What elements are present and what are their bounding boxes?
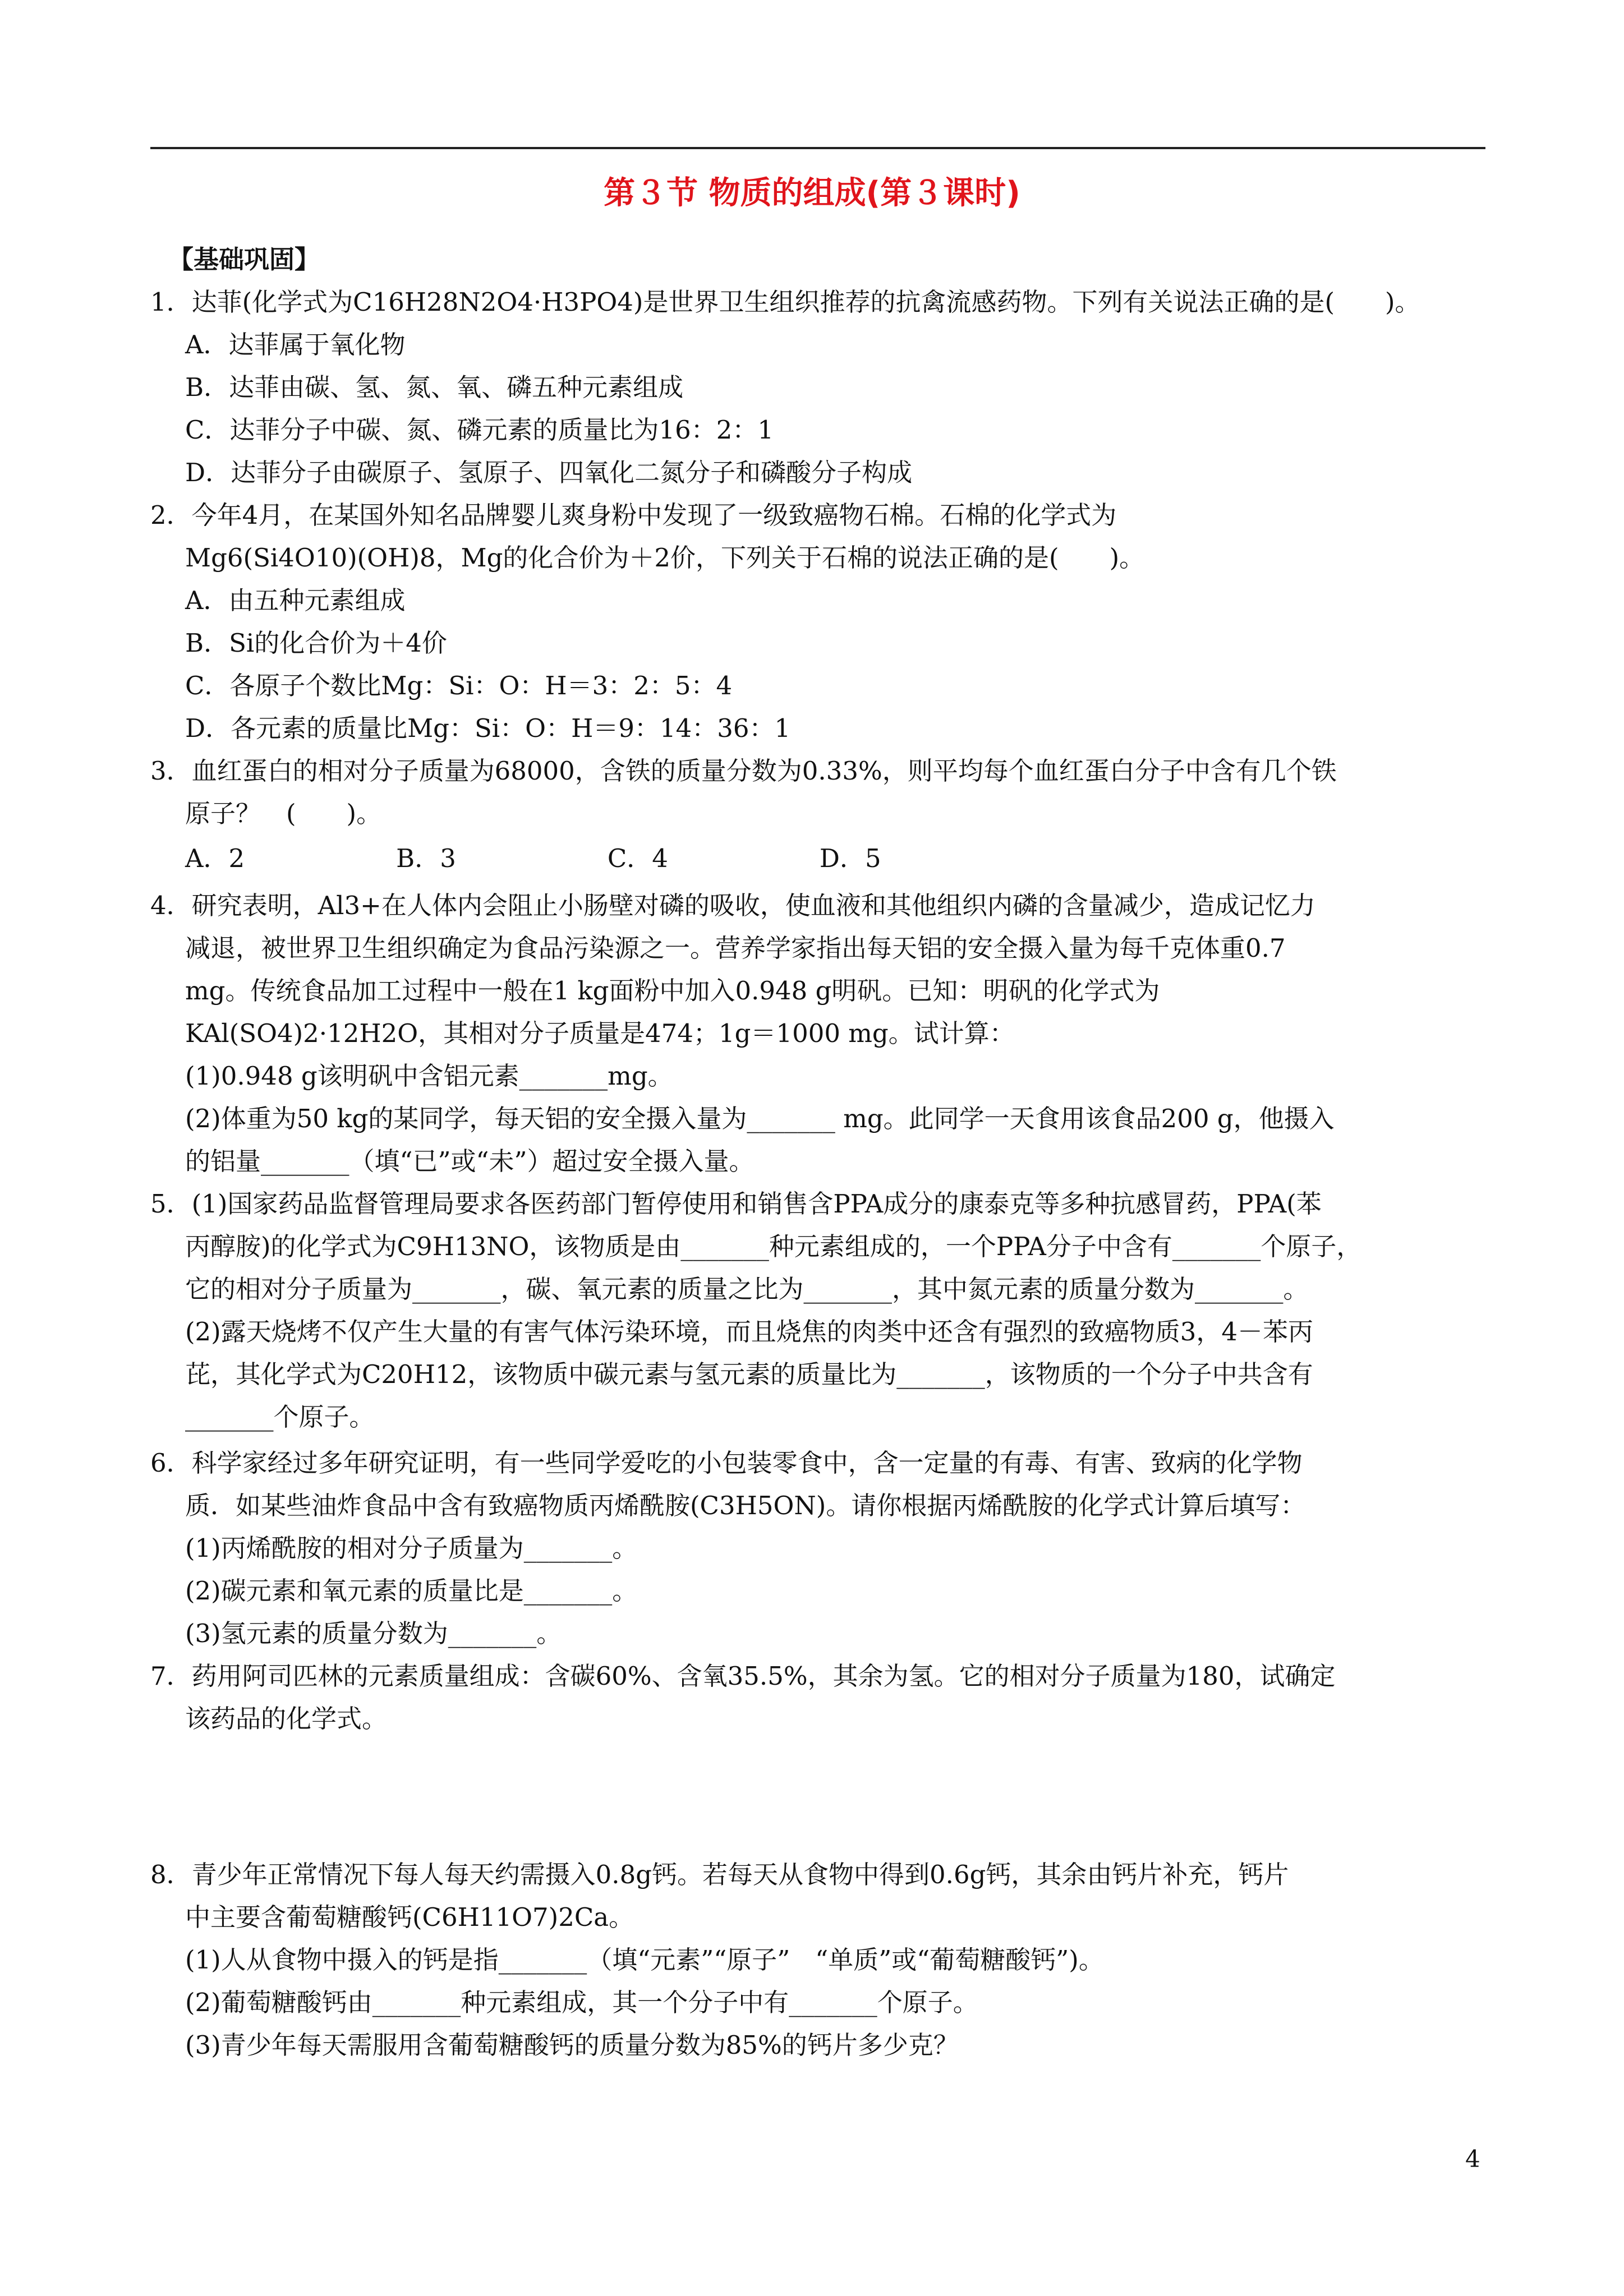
q6-part-3: (3)氢元素的质量分数为_______。 (185, 1619, 562, 1648)
q8-part-3: (3)青少年每天需服用含葡萄糖酸钙的质量分数为85%的钙片多少克？ (185, 2030, 959, 2060)
question-6-text: 6．科学家经过多年研究证明，有一些同学爱吃的小包装零食中，含一定量的有毒、有害、致病的化学物 (150, 1448, 1303, 1478)
q6-part-2: (2)碳元素和氧元素的质量比是_______。 (185, 1576, 638, 1606)
page-number: 4 (1465, 2145, 1480, 2173)
question-2-text: 2．今年4月，在某国外知名品牌婴儿爽身粉中发现了一级致癌物石棉。石棉的化学式为 (150, 500, 1117, 530)
q3-options: A．2 B．3 C．4 D．5 (185, 843, 881, 873)
q2-option-d: D．各元素的质量比Mg：Si：O：H＝9：14：36：1 (185, 713, 791, 743)
question-4-text-cont-2: mg。传统食品加工过程中一般在1 kg面粉中加入0.948 g明矾。已知：明矾的化学式为 (185, 976, 1160, 1006)
question-5-text-cont-1: 丙醇胺)的化学式为C9H13NO，该物质是由_______种元素组成的，一个PPA分子中含有_______个原子， (185, 1232, 1362, 1261)
question-3-text: 3．血红蛋白的相对分子质量为68000，含铁的质量分数为0.33%，则平均每个血红蛋白分子中含有几个铁 (150, 756, 1337, 786)
q2-option-a: A．由五种元素组成 (185, 585, 406, 615)
q1-option-c: C．达菲分子中碳、氮、磷元素的质量比为16：2：1 (185, 415, 774, 445)
question-4-text-cont-3: KAl(SO4)2·12H2O，其相对分子质量是474；1g＝1000 mg。试计算： (185, 1018, 1015, 1048)
page-title: 第３节 物质的组成(第３课时) (604, 175, 1020, 211)
q4-part-1: (1)0.948 g该明矾中含铝元素_______mg。 (185, 1061, 673, 1091)
question-2-text-cont: Mg6(Si4O10)(OH)8，Mg的化合价为＋2价，下列关于石棉的说法正确的是( )。 (185, 543, 1145, 573)
question-6-text-cont: 质．如某些油炸食品中含有致癌物质丙烯酰胺(C3H5ON)。请你根据丙烯酰胺的化学式计算后填写： (185, 1491, 1306, 1520)
question-7-text: 7．药用阿司匹林的元素质量组成：含碳60%、含氧35.5%，其余为氢。它的相对分子质量为180，试确定 (150, 1661, 1336, 1691)
q6-part-1: (1)丙烯酰胺的相对分子质量为_______。 (185, 1533, 638, 1563)
q5-part-2-cont-2: _______个原子。 (185, 1402, 375, 1432)
q2-option-b: B．Si的化合价为＋4价 (185, 628, 447, 658)
q8-part-1: (1)人从食物中摄入的钙是指_______（填“元素”“原子” “单质”或“葡萄糖酸钙”)。 (185, 1945, 1104, 1975)
question-3-text-cont: 原子？ ( )。 (185, 799, 382, 828)
question-4-text-cont-1: 减退，被世界卫生组织确定为食品污染源之一。营养学家指出每天铝的安全摄入量为每千克体重0.7 (185, 933, 1286, 963)
q4-part-2: (2)体重为50 kg的某同学，每天铝的安全摄入量为_______ mg。此同学一天食用该食品200 g，他摄入 (185, 1104, 1335, 1133)
question-5-text: 5．(1)国家药品监督管理局要求各医药部门暂停使用和销售含PPA成分的康泰克等多种抗感冒药，PPA(苯 (150, 1189, 1322, 1219)
q4-part-2-cont: 的铝量_______（填“已”或“未”）超过安全摄入量。 (185, 1146, 755, 1176)
q1-option-a: A．达菲属于氧化物 (185, 330, 406, 359)
question-8-text-cont: 中主要含葡萄糖酸钙(C6H11O7)2Ca。 (185, 1902, 634, 1932)
q8-part-2: (2)葡萄糖酸钙由_______种元素组成，其一个分子中有_______个原子。 (185, 1988, 978, 2017)
q2-option-c: C．各原子个数比Mg：Si：O：H＝3：2：5：4 (185, 671, 733, 700)
question-7-text-cont: 该药品的化学式。 (185, 1704, 388, 1733)
question-4-text: 4．研究表明，Al3+在人体内会阻止小肠壁对磷的吸收，使血液和其他组织内磷的含量减少，造成记忆力 (150, 891, 1315, 920)
q1-option-d: D．达菲分子由碳原子、氢原子、四氧化二氮分子和磷酸分子构成 (185, 458, 913, 487)
q5-part-2: (2)露天烧烤不仅产生大量的有害气体污染环境，而且烧焦的肉类中还含有强烈的致癌物质3，4－苯丙 (185, 1317, 1314, 1347)
header-rule (150, 147, 1485, 149)
question-1-text: 1．达菲(化学式为C16H28N2O4·H3PO4)是世界卫生组织推荐的抗禽流感药物。下列有关说法正确的是( )。 (150, 287, 1420, 317)
section-heading: 【基础巩固】 (168, 245, 320, 274)
question-5-text-cont-2: 它的相对分子质量为_______，碳、氧元素的质量之比为_______，其中氮元素的质量分数为_______。 (185, 1274, 1309, 1304)
q5-part-2-cont-1: 芘，其化学式为C20H12，该物质中碳元素与氢元素的质量比为_______，该物质的一个分子中共含有 (185, 1359, 1313, 1389)
q1-option-b: B．达菲由碳、氢、氮、氧、磷五种元素组成 (185, 372, 684, 402)
question-8-text: 8．青少年正常情况下每人每天约需摄入0.8g钙。若每天从食物中得到0.6g钙，其余由钙片补充，钙片 (150, 1860, 1289, 1889)
